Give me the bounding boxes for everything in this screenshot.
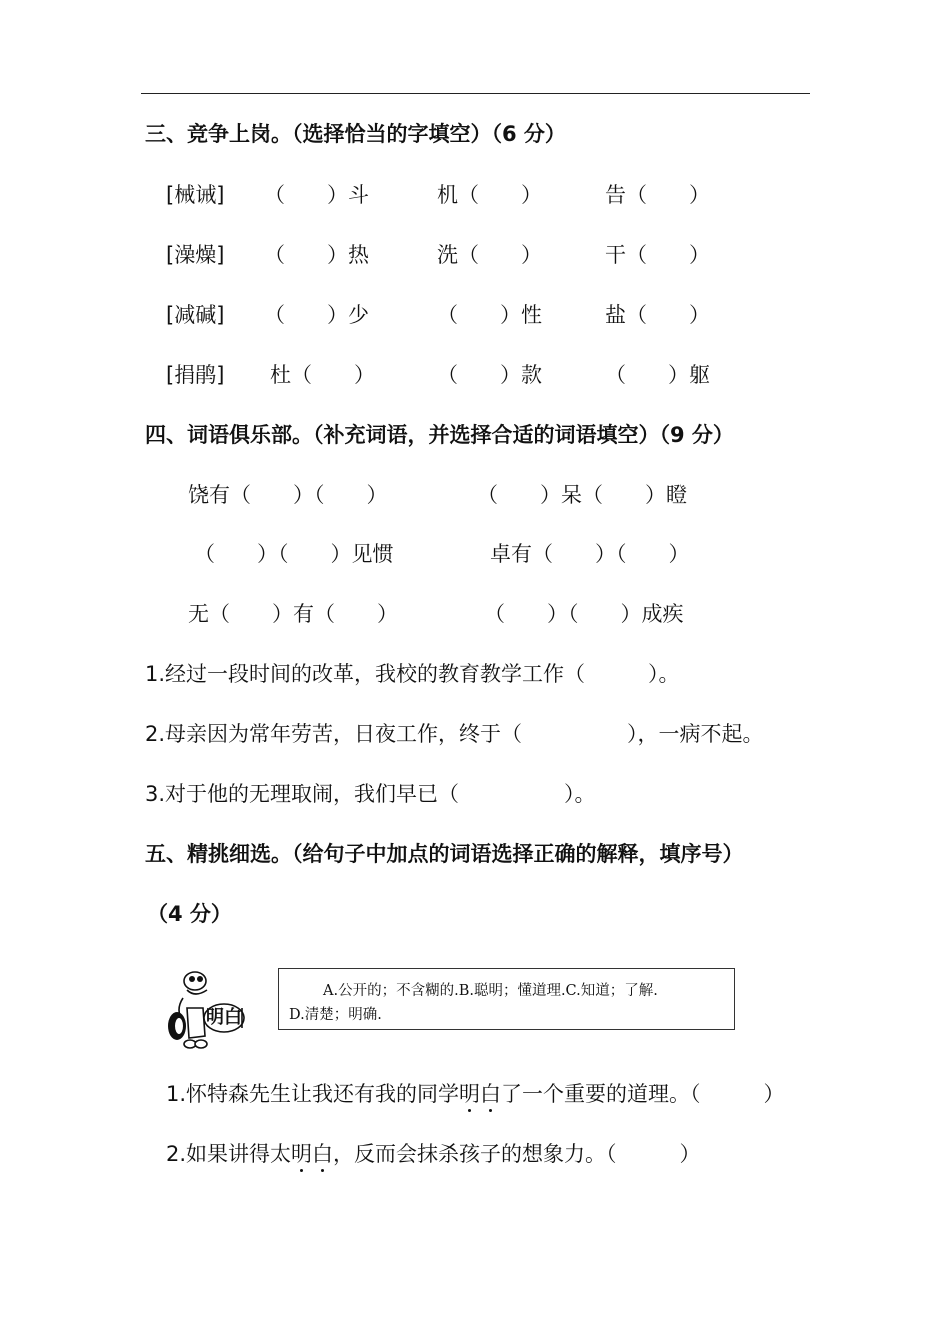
section3-title: 三、竞争上岗。（选择恰当的字填空）（6 分） — [145, 122, 566, 146]
blank-cell: 机（ ） — [437, 183, 542, 207]
blank-cell: （ ）款 — [437, 363, 542, 387]
idiom-blank: 饶有（ ）（ ） — [188, 483, 388, 507]
question-text: 了一个重要的道理。（ ） — [501, 1082, 785, 1106]
definitions-line-1: A.公开的；不含糊的.B.聪明；懂道理.C.知道；了解. — [323, 983, 658, 999]
group-label: [捐鹃] — [166, 363, 225, 387]
group-label: [减碱] — [166, 303, 225, 327]
question-1 — [166, 1080, 785, 1108]
fill-sentence: 1.经过一段时间的改革，我校的教育教学工作（ ）。 — [145, 662, 680, 686]
mascot-label: 明白 — [206, 1007, 242, 1028]
blank-cell: （ ）斗 — [264, 183, 369, 207]
blank-cell: 洗（ ） — [437, 243, 542, 267]
dotted-char: 白 — [480, 1082, 502, 1106]
blank-cell: 干（ ） — [605, 243, 710, 267]
blank-cell: 告（ ） — [605, 183, 710, 207]
blank-cell: 盐（ ） — [605, 303, 710, 327]
blank-cell: （ ）热 — [264, 243, 369, 267]
question-text: 1.怀特森先生让我还有我的同学 — [166, 1082, 460, 1106]
group-label: [澡燥] — [166, 243, 225, 267]
idiom-blank: （ ）呆（ ）瞪 — [477, 483, 687, 507]
dotted-char: 明 — [291, 1142, 313, 1166]
top-divider — [141, 93, 810, 94]
blank-cell: 杜（ ） — [270, 363, 375, 387]
definitions-line-2: D.清楚；明确. — [289, 1007, 382, 1023]
fill-sentence: 2.母亲因为常年劳苦，日夜工作，终于（ ），一病不起。 — [145, 722, 764, 746]
idiom-blank: 卓有（ ）（ ） — [490, 542, 690, 566]
section5-title: 五、精挑细选。（给句子中加点的词语选择正确的解释，填序号） — [145, 842, 744, 866]
dotted-char: 明 — [459, 1082, 481, 1106]
blank-cell: （ ）少 — [264, 303, 369, 327]
definitions-box — [278, 968, 735, 1030]
blank-cell: （ ）性 — [437, 303, 542, 327]
mascot-illustration — [165, 968, 247, 1054]
group-label: [械诫] — [166, 183, 225, 207]
blank-cell: （ ）躯 — [605, 363, 710, 387]
section4-title: 四、词语俱乐部。（补充词语，并选择合适的词语填空）（9 分） — [145, 423, 734, 447]
question-text: 2.如果讲得太 — [166, 1142, 292, 1166]
dotted-char: 白 — [312, 1142, 334, 1166]
fill-sentence: 3.对于他的无理取闹，我们早已（ ）。 — [145, 782, 596, 806]
idiom-blank: （ ）（ ）见惯 — [194, 542, 394, 566]
section5-score: （4 分） — [147, 902, 232, 926]
question-2 — [166, 1140, 701, 1168]
idiom-blank: （ ）（ ）成疾 — [484, 602, 684, 626]
question-text: ，反而会抹杀孩子的想象力。（ ） — [333, 1142, 701, 1166]
idiom-blank: 无（ ）有（ ） — [188, 602, 398, 626]
